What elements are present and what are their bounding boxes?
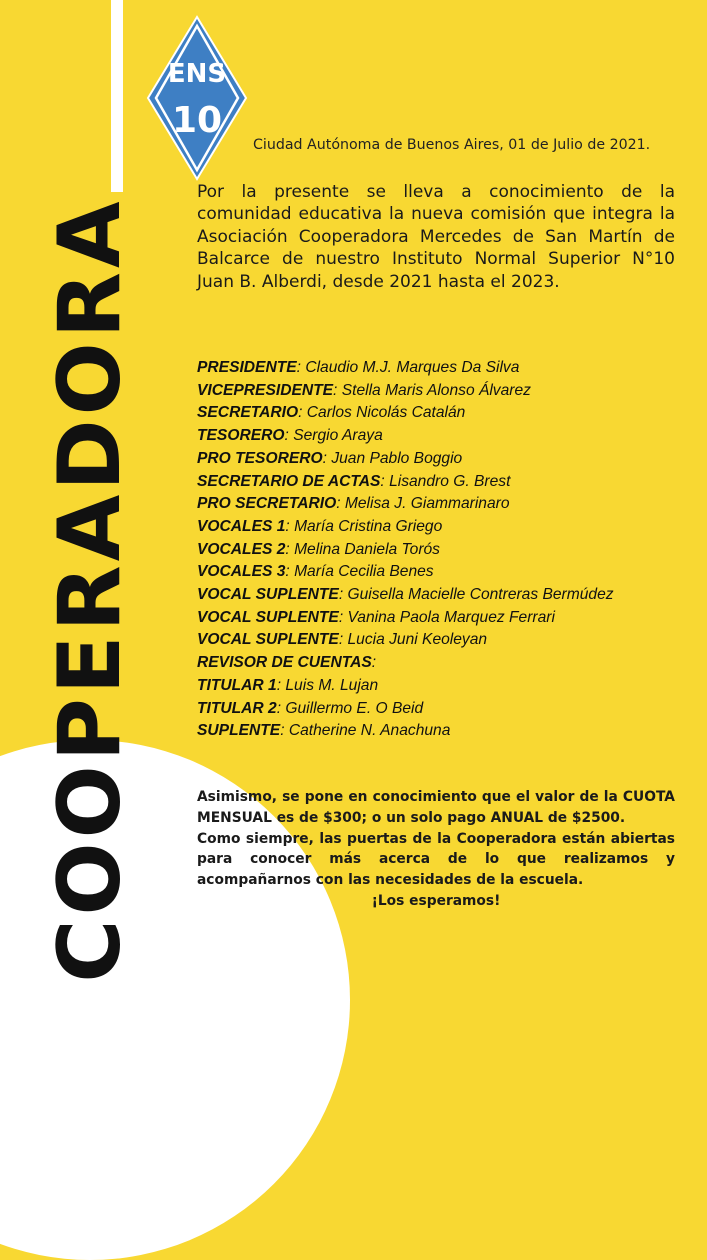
member-row — [197, 584, 675, 607]
member-role: PRO SECRETARIO — [197, 495, 337, 513]
member-role: TESORERO — [197, 427, 285, 445]
member-colon: : — [296, 359, 301, 376]
member-colon: : — [285, 563, 290, 581]
member-colon: : — [285, 517, 290, 535]
member-role: VOCALES 1 — [197, 517, 286, 535]
member-row — [197, 698, 675, 721]
member-colon: : — [322, 449, 327, 467]
member-name: Juan Pablo Boggio — [326, 449, 463, 467]
institute-logo-icon — [145, 14, 249, 182]
member-name: Catherine N. Anachuna — [284, 722, 451, 740]
member-row — [197, 516, 675, 539]
member-name: Luis M. Lujan — [281, 676, 379, 694]
logo-number: 10 — [171, 100, 223, 141]
member-colon: : — [371, 654, 377, 672]
member-name: Guisella Macielle Contreras Bermúdez — [343, 586, 614, 604]
member-name: Carlos Nicolás Catalán — [302, 404, 466, 422]
member-row — [197, 402, 675, 425]
member-name: Guillermo E. O Beid — [281, 699, 424, 717]
decorative-white-bar — [111, 0, 123, 192]
member-row — [197, 561, 675, 584]
member-role: TITULAR 1 — [197, 676, 277, 694]
member-name: Stella Maris Alonso Álvarez — [337, 381, 531, 399]
member-role: VICEPRESIDENTE — [197, 381, 334, 399]
intro-paragraph: Por la presente se lleva a conocimiento de la comunidad educativa la nueva comisión que integra la Asociación Cooperadora Mercedes de San Martín de Balcarce de nuestro Instituto Normal Superior N°10 Juan B. Alberdi, desde 2021 hasta el 2023. — [197, 182, 675, 292]
member-colon: : — [336, 495, 341, 513]
date-line: Ciudad Autónoma de Buenos Aires, 01 de Julio de 2021. — [253, 137, 651, 153]
member-row — [197, 675, 675, 698]
member-colon: : — [338, 631, 344, 649]
member-colon: : — [285, 540, 290, 558]
member-role: SUPLENTE — [197, 722, 281, 740]
vertical-title: COOPERADORA — [40, 197, 140, 983]
members-list — [197, 357, 675, 743]
member-row — [197, 380, 675, 403]
member-row — [197, 448, 675, 471]
member-row — [197, 471, 675, 494]
member-colon: : — [333, 381, 338, 399]
member-row — [197, 357, 675, 380]
member-colon: : — [276, 699, 282, 717]
member-name: Lucia Juni Keoleyan — [343, 631, 488, 649]
member-name: María Cecilia Benes — [289, 563, 434, 581]
member-colon: : — [380, 472, 385, 490]
member-role: VOCAL SUPLENTE — [197, 608, 339, 626]
member-colon: : — [338, 586, 344, 604]
member-name: Claudio M.J. Marques Da Silva — [301, 359, 520, 376]
member-name: Vanina Paola Marquez Ferrari — [343, 608, 555, 626]
member-colon: : — [276, 676, 282, 694]
member-name: Melina Daniela Torós — [289, 540, 440, 558]
member-role: SECRETARIO — [197, 404, 299, 422]
member-role: VOCAL SUPLENTE — [197, 631, 339, 649]
member-role: PRO TESORERO — [197, 449, 323, 467]
member-name: María Cristina Griego — [289, 517, 443, 535]
member-role: VOCAL SUPLENTE — [197, 586, 339, 604]
member-role: SECRETARIO DE ACTAS — [197, 472, 381, 490]
signoff-line: ¡Los esperamos! — [371, 892, 501, 909]
member-colon: : — [298, 404, 303, 422]
member-role: TITULAR 2 — [197, 699, 277, 717]
member-colon: : — [338, 608, 344, 626]
member-row — [197, 652, 675, 675]
member-name: Melisa J. Giammarinaro — [340, 495, 510, 513]
member-role: PRESIDENTE — [197, 359, 297, 376]
member-role: VOCALES 2 — [197, 540, 286, 558]
member-row — [197, 493, 675, 516]
closing-section — [197, 787, 675, 912]
member-row — [197, 607, 675, 630]
logo-letters: ENS — [167, 59, 227, 89]
member-colon: : — [284, 427, 289, 445]
member-name: Sergio Araya — [288, 427, 383, 445]
fee-paragraph: Asimismo, se pone en conocimiento que el valor de la CUOTA MENSUAL es de $300; o un solo pago ANUAL de $2500. — [197, 789, 675, 826]
member-row — [197, 629, 675, 652]
member-name: Lisandro G. Brest — [384, 472, 511, 490]
invite-paragraph: Como siempre, las puertas de la Cooperadora están abiertas para conocer más acerca de lo que realizamos y acompañarnos con las necesidades de la escuela. — [197, 830, 675, 889]
member-row — [197, 425, 675, 448]
member-colon: : — [280, 722, 285, 740]
member-row — [197, 720, 675, 743]
member-row — [197, 539, 675, 562]
member-role: REVISOR DE CUENTAS — [197, 654, 372, 672]
member-role: VOCALES 3 — [197, 563, 286, 581]
